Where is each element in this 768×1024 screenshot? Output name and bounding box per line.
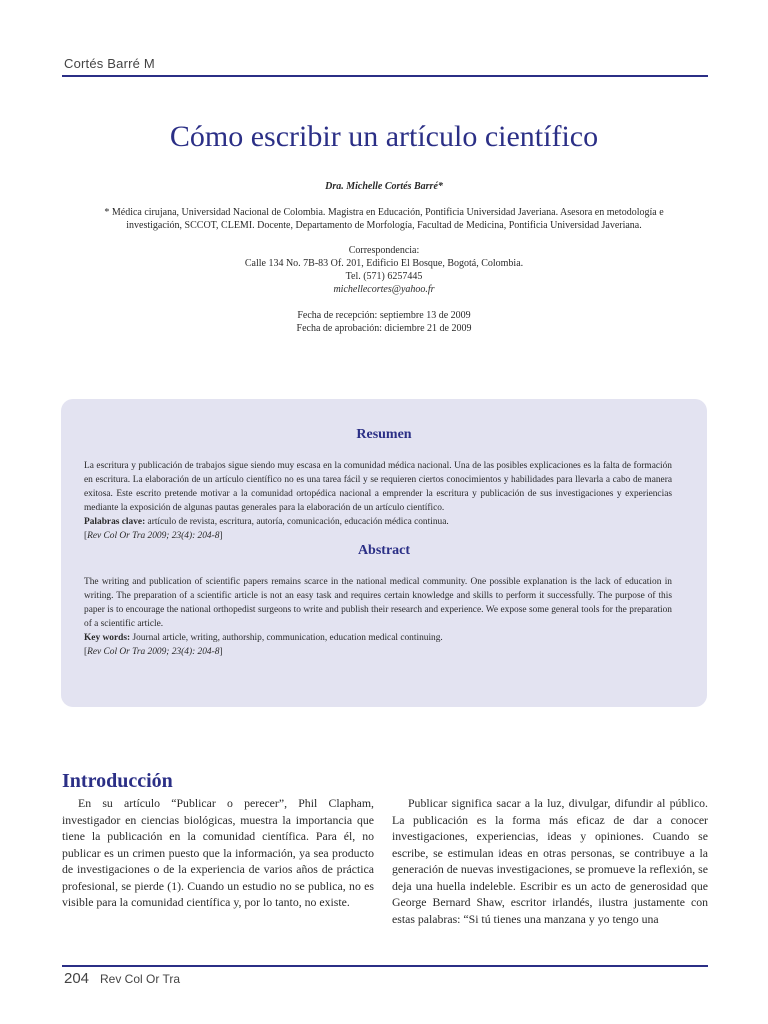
- header-rule: [62, 75, 708, 77]
- resumen-keywords-label: Palabras clave:: [84, 517, 146, 527]
- author-name: Dra. Michelle Cortés Barré*: [325, 181, 443, 192]
- article-dates: [0, 309, 768, 335]
- correspondence: [0, 244, 768, 296]
- approved-date: Fecha de aprobación: diciembre 21 de 2009: [296, 323, 472, 334]
- page-number: 204: [64, 970, 90, 987]
- intro-paragraph-left: En su artículo “Publicar o perecer”, Phil Clapham, investigador en ciencias biológicas, muestra la importancia que tiene la publicación en la comunidad científica. Para él, no publicar es un crimen puesto que la información, ya sea producto de investigaciones o de la experiencia de varios años de práctica profesional, se pierde (1). Cuando un estudio no se publica, no es visible para la comunidad científica y, por lo tanto, no existe.: [62, 796, 374, 909]
- footer-rule: [62, 965, 708, 967]
- resumen-citation: Rev Col Or Tra 2009; 23(4): 204-8: [87, 531, 220, 541]
- article-title: Cómo escribir un artículo científico: [169, 120, 599, 153]
- abstract-heading: Abstract: [357, 543, 411, 558]
- received-date: Fecha de recepción: septiembre 13 de 2009: [297, 310, 471, 321]
- correspondence-phone: Tel. (571) 6257445: [345, 271, 423, 282]
- correspondence-email[interactable]: michellecortes@yahoo.fr: [333, 284, 435, 295]
- abstract-section: The writing and publication of scientific papers remains scarce in the national medical community. One possible explanation is the lack of education in writing. The preparation of a scientific article is not an easy task and requires certain knowledge and skills to perform it successfully. The purpose of this paper is to encourage the national orthopedist surgeons to write and publish their research and experience. We expose some general tools for the preparation of a scientific article. Key words: Journal article, writing, authorship, communication, education medical continuing. [Rev Col Or Tra 2009; 23(4): 204-8]: [84, 577, 672, 657]
- journal-name: Rev Col Or Tra: [100, 972, 181, 986]
- author-affiliation: * Médica cirujana, Universidad Nacional de Colombia. Magistra en Educación, Pontificia Universidad Javeriana. Asesora en metodología e investigación, SCCOT, CLEMI. Docente, Departamento de Morfología, Facultad de Medicina, Pontificia Universidad Javeriana.: [104, 207, 664, 231]
- resumen-text: La escritura y publicación de trabajos sigue siendo muy escasa en la comunidad médica nacional. Una de las posibles explicaciones es la falta de formación en escritura. La elaboración de un artículo científico no es una tarea fácil y se requieren ciertos conocimientos y habilidades para llevarla a cabo de manera exitosa. Este escrito pretende motivar a la comunidad ortopédica nacional a emprender la escritura y publicación de sus investigaciones y experiencias mediante la exposición de algunas pautas generales para la elaboración de un artículo científico.: [84, 461, 672, 513]
- abstract-text: The writing and publication of scientific papers remains scarce in the national medical community. One possible explanation is the lack of education in writing. The preparation of a scientific article is not an easy task and requires certain knowledge and skills to perform it successfully. The purpose of this paper is to encourage the national orthopedist surgeons to write and publish their research and experience. We expose some general tools for the preparation of a scientific article.: [84, 577, 672, 629]
- abstract-keywords-label: Key words:: [84, 633, 131, 643]
- abstract-citation: Rev Col Or Tra 2009; 23(4): 204-8: [87, 647, 220, 657]
- resumen-keywords: artículo de revista, escritura, autoría, comunicación, educación médica continua.: [145, 517, 449, 527]
- resumen-heading: Resumen: [356, 427, 412, 442]
- body-column-left: [62, 795, 374, 911]
- intro-paragraph-right: Publicar significa sacar a la luz, divulgar, difundir al público. La publicación es la forma más eficaz de dar a conocer investigaciones, experiencias, ideas y opiniones. Cuando se escribe, se estimulan ideas en otras personas, se contribuye a la generación de nuevas investigaciones, se promueve la reflexión, se deja una huella indeleble. Escribir es un acto de generosidad que George Bernard Shaw, escritor irlandés, ilustra justamente con estas palabras: “Si tú tienes una manzana y yo tengo una: [392, 796, 708, 926]
- body-column-right: [392, 795, 708, 927]
- intro-heading: Introducción: [62, 770, 173, 792]
- correspondence-label: Correspondencia:: [348, 245, 420, 256]
- running-head: Cortés Barré M: [64, 56, 155, 71]
- resumen-section: La escritura y publicación de trabajos sigue siendo muy escasa en la comunidad médica nacional. Una de las posibles explicaciones es la falta de formación en escritura. La elaboración de un artículo científico no es una tarea fácil y se requieren ciertos conocimientos y habilidades para llevarla a cabo de manera exitosa. Este escrito pretende motivar a la comunidad ortopédica nacional a emprender la escritura y publicación de sus investigaciones y experiencias mediante la exposición de algunas pautas generales para la elaboración de un artículo científico. Palabras clave: artículo de revista, escritura, autoría, comunicación, educación médica continua. [Rev Col Or Tra 2009; 23(4): 204-8]: [84, 461, 672, 541]
- abstract-keywords: Journal article, writing, authorship, communication, education medical continuing.: [130, 633, 443, 643]
- correspondence-address: Calle 134 No. 7B-83 Of. 201, Edificio El Bosque, Bogotá, Colombia.: [244, 258, 524, 269]
